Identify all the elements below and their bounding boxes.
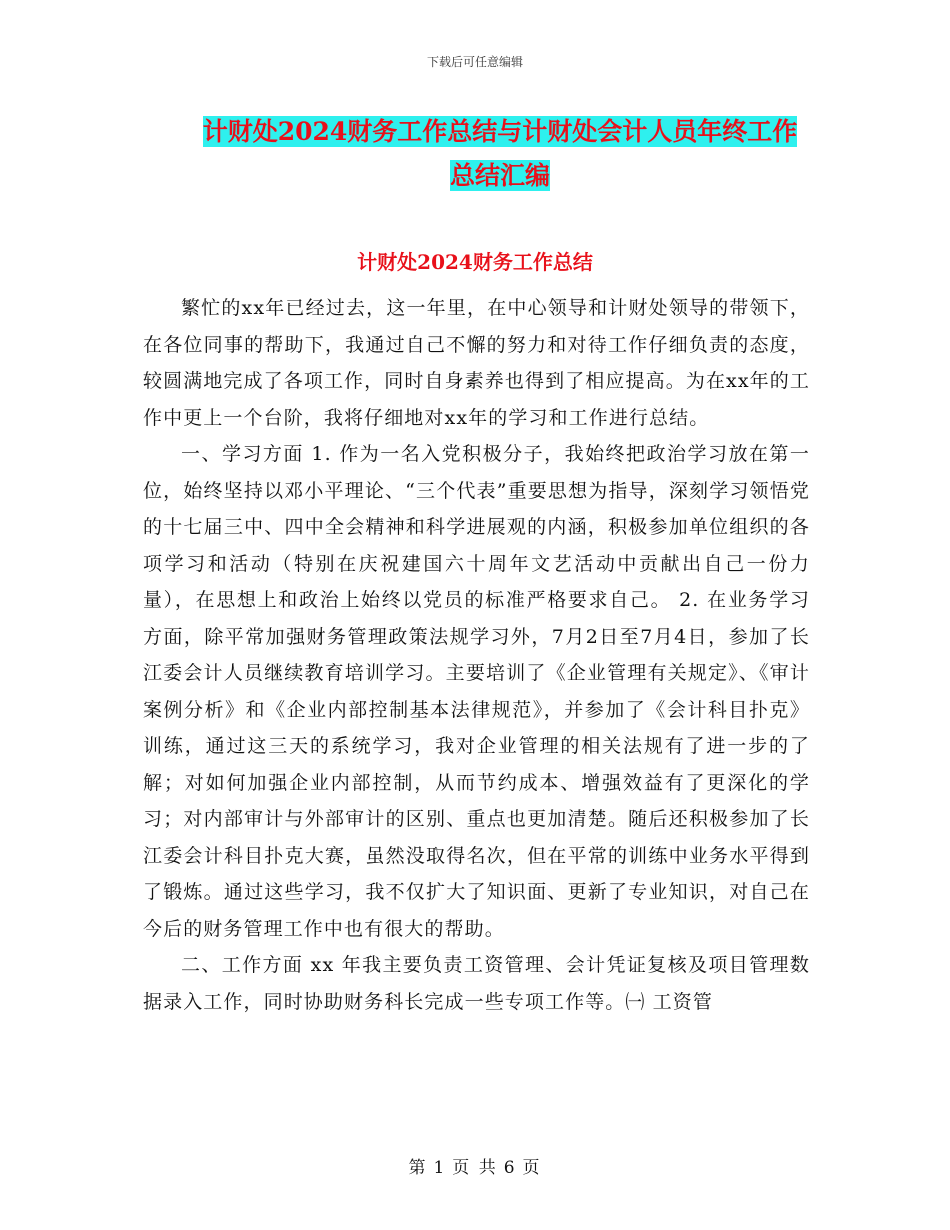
header-note: 下载后可任意编辑 — [426, 55, 523, 69]
document-title-line-2: 总结汇编 — [449, 161, 550, 190]
document-body — [143, 290, 810, 1020]
page-footer-middle: 页 共 — [452, 1158, 498, 1178]
document-title-line-1: 计财处2024财务工作总结与计财处会计人员年终工作 — [202, 117, 798, 146]
page-number-total: 6 — [503, 1158, 517, 1178]
page-footer-suffix: 页 — [522, 1158, 542, 1178]
paragraph-study: 一、学习方面 1. 作为一名入党积极分子，我始终把政治学习放在第一位，始终坚持以邓小平理论、“三个代表”重要思想为指导，深刻学习领悟党的十七届三中、四中全会精神和科学进展观的内涵，积极参加单位组织的各项学习和活动（特别在庆祝建国六十周年文艺活动中贡献出自己一份力量），在思想上和政治上始终以党员的标准严格要求自己。 2. 在业务学习方面，除平常加强财务管理政策法规学习外，7月2日至7月4日，参加了长江委会计人员继续教育培训学习。主要培训了《企业管理有关规定》、《审计案例分析》和《企业内部控制基本法律规范》，并参加了《会计科目扑克》训练，通过这三天的系统学习，我对企业管理的相关法规有了进一步的了解；对如何加强企业内部控制，从而节约成本、增强效益有了更深化的学习；对内部审计与外部审计的区别、重点也更加清楚。随后还积极参加了长江委会计科目扑克大赛，虽然没取得名次，但在平常的训练中业务水平得到了锻炼。通过这些学习，我不仅扩大了知识面、更新了专业知识，对自己在今后的财务管理工作中也有很大的帮助。 — [143, 443, 810, 940]
page-number-current: 1 — [433, 1158, 447, 1178]
document-title — [140, 110, 860, 198]
page-footer — [0, 1153, 950, 1178]
paragraph-work: 二、工作方面 xx 年我主要负责工资管理、会计凭证复核及项目管理数据录入工作，同时协助财务科长完成一些专项工作等。㈠ 工资管 — [143, 954, 810, 1013]
paragraph-intro: 繁忙的xx年已经过去，这一年里，在中心领导和计财处领导的带领下，在各位同事的帮助下，我通过自己不懈的努力和对待工作仔细负责的态度，较圆满地完成了各项工作，同时自身素养也得到了相应提高。为在xx年的工作中更上一个台阶，我将仔细地对xx年的学习和工作进行总结。 — [143, 297, 810, 429]
page-footer-prefix: 第 — [408, 1158, 428, 1178]
section-title: 计财处2024财务工作总结 — [357, 250, 593, 274]
